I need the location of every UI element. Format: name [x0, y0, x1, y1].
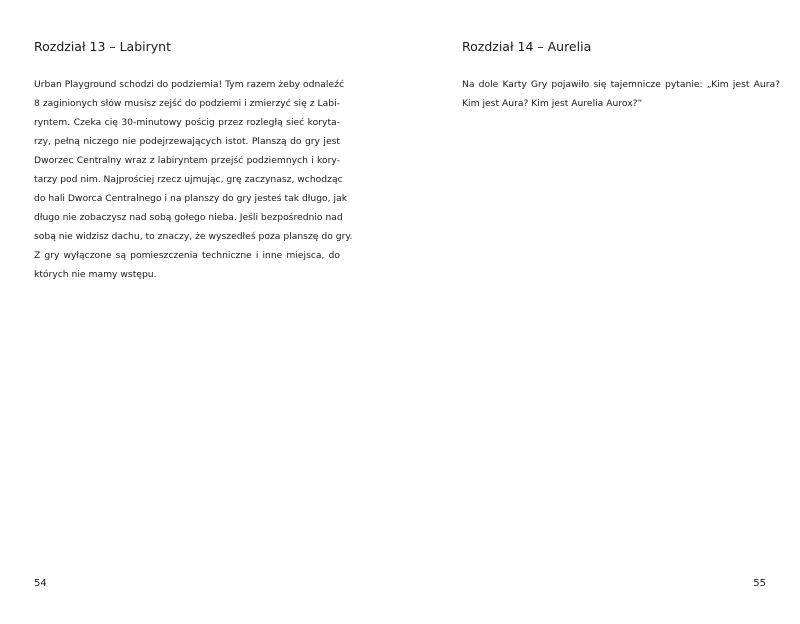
text-line: długo nie zobaczysz nad sobą gołego nieba. Jeśli bezpośrednio nad	[34, 212, 343, 223]
chapter-title-14: Rozdział 14 – Aurelia	[462, 39, 592, 54]
text-line: Urban Playground schodzi do podziemia! Tym razem żeby odnaleźć	[34, 79, 345, 90]
text-line: ryntem. Czeka cię 30-minutowy pościg przez rozległą sieć koryta-	[34, 117, 340, 128]
text-line: Dworzec Centralny wraz z labiryntem przejść podziemnych i kory-	[34, 155, 340, 166]
text-line: tarzy pod nim. Najprościej rzecz ujmując, grę zaczynasz, wchodząc	[34, 174, 343, 185]
chapter-13-body	[34, 75, 353, 284]
text-line: 8 zaginionych słów musisz zejść do podziemi i zmierzyć się z Labi-	[34, 98, 340, 109]
text-line: Z gry wyłączone są pomieszczenia techniczne i inne miejsca, do	[34, 250, 340, 261]
page-number: 54	[34, 578, 47, 589]
text-line: rzy, pełną niczego nie podejrzewających istot. Planszą do gry jest	[34, 136, 340, 147]
chapter-title-13: Rozdział 13 – Labirynt	[34, 39, 171, 54]
text-line: Kim jest Aura? Kim jest Aurelia Aurox?”	[462, 98, 643, 109]
chapter-14-body	[462, 75, 780, 113]
text-line: których nie mamy wstępu.	[34, 269, 157, 280]
text-line: do hali Dworca Centralnego i na planszy do gry jesteś tak długo, jak	[34, 193, 348, 204]
text-line: Na dole Karty Gry pojawiło się tajemnicze pytanie: „Kim jest Aura?	[462, 79, 780, 90]
text-line: sobą nie widzisz dachu, to znaczy, że wyszedłeś poza planszę do gry.	[34, 231, 353, 242]
page-number: 55	[753, 578, 766, 589]
right-page	[400, 0, 800, 624]
